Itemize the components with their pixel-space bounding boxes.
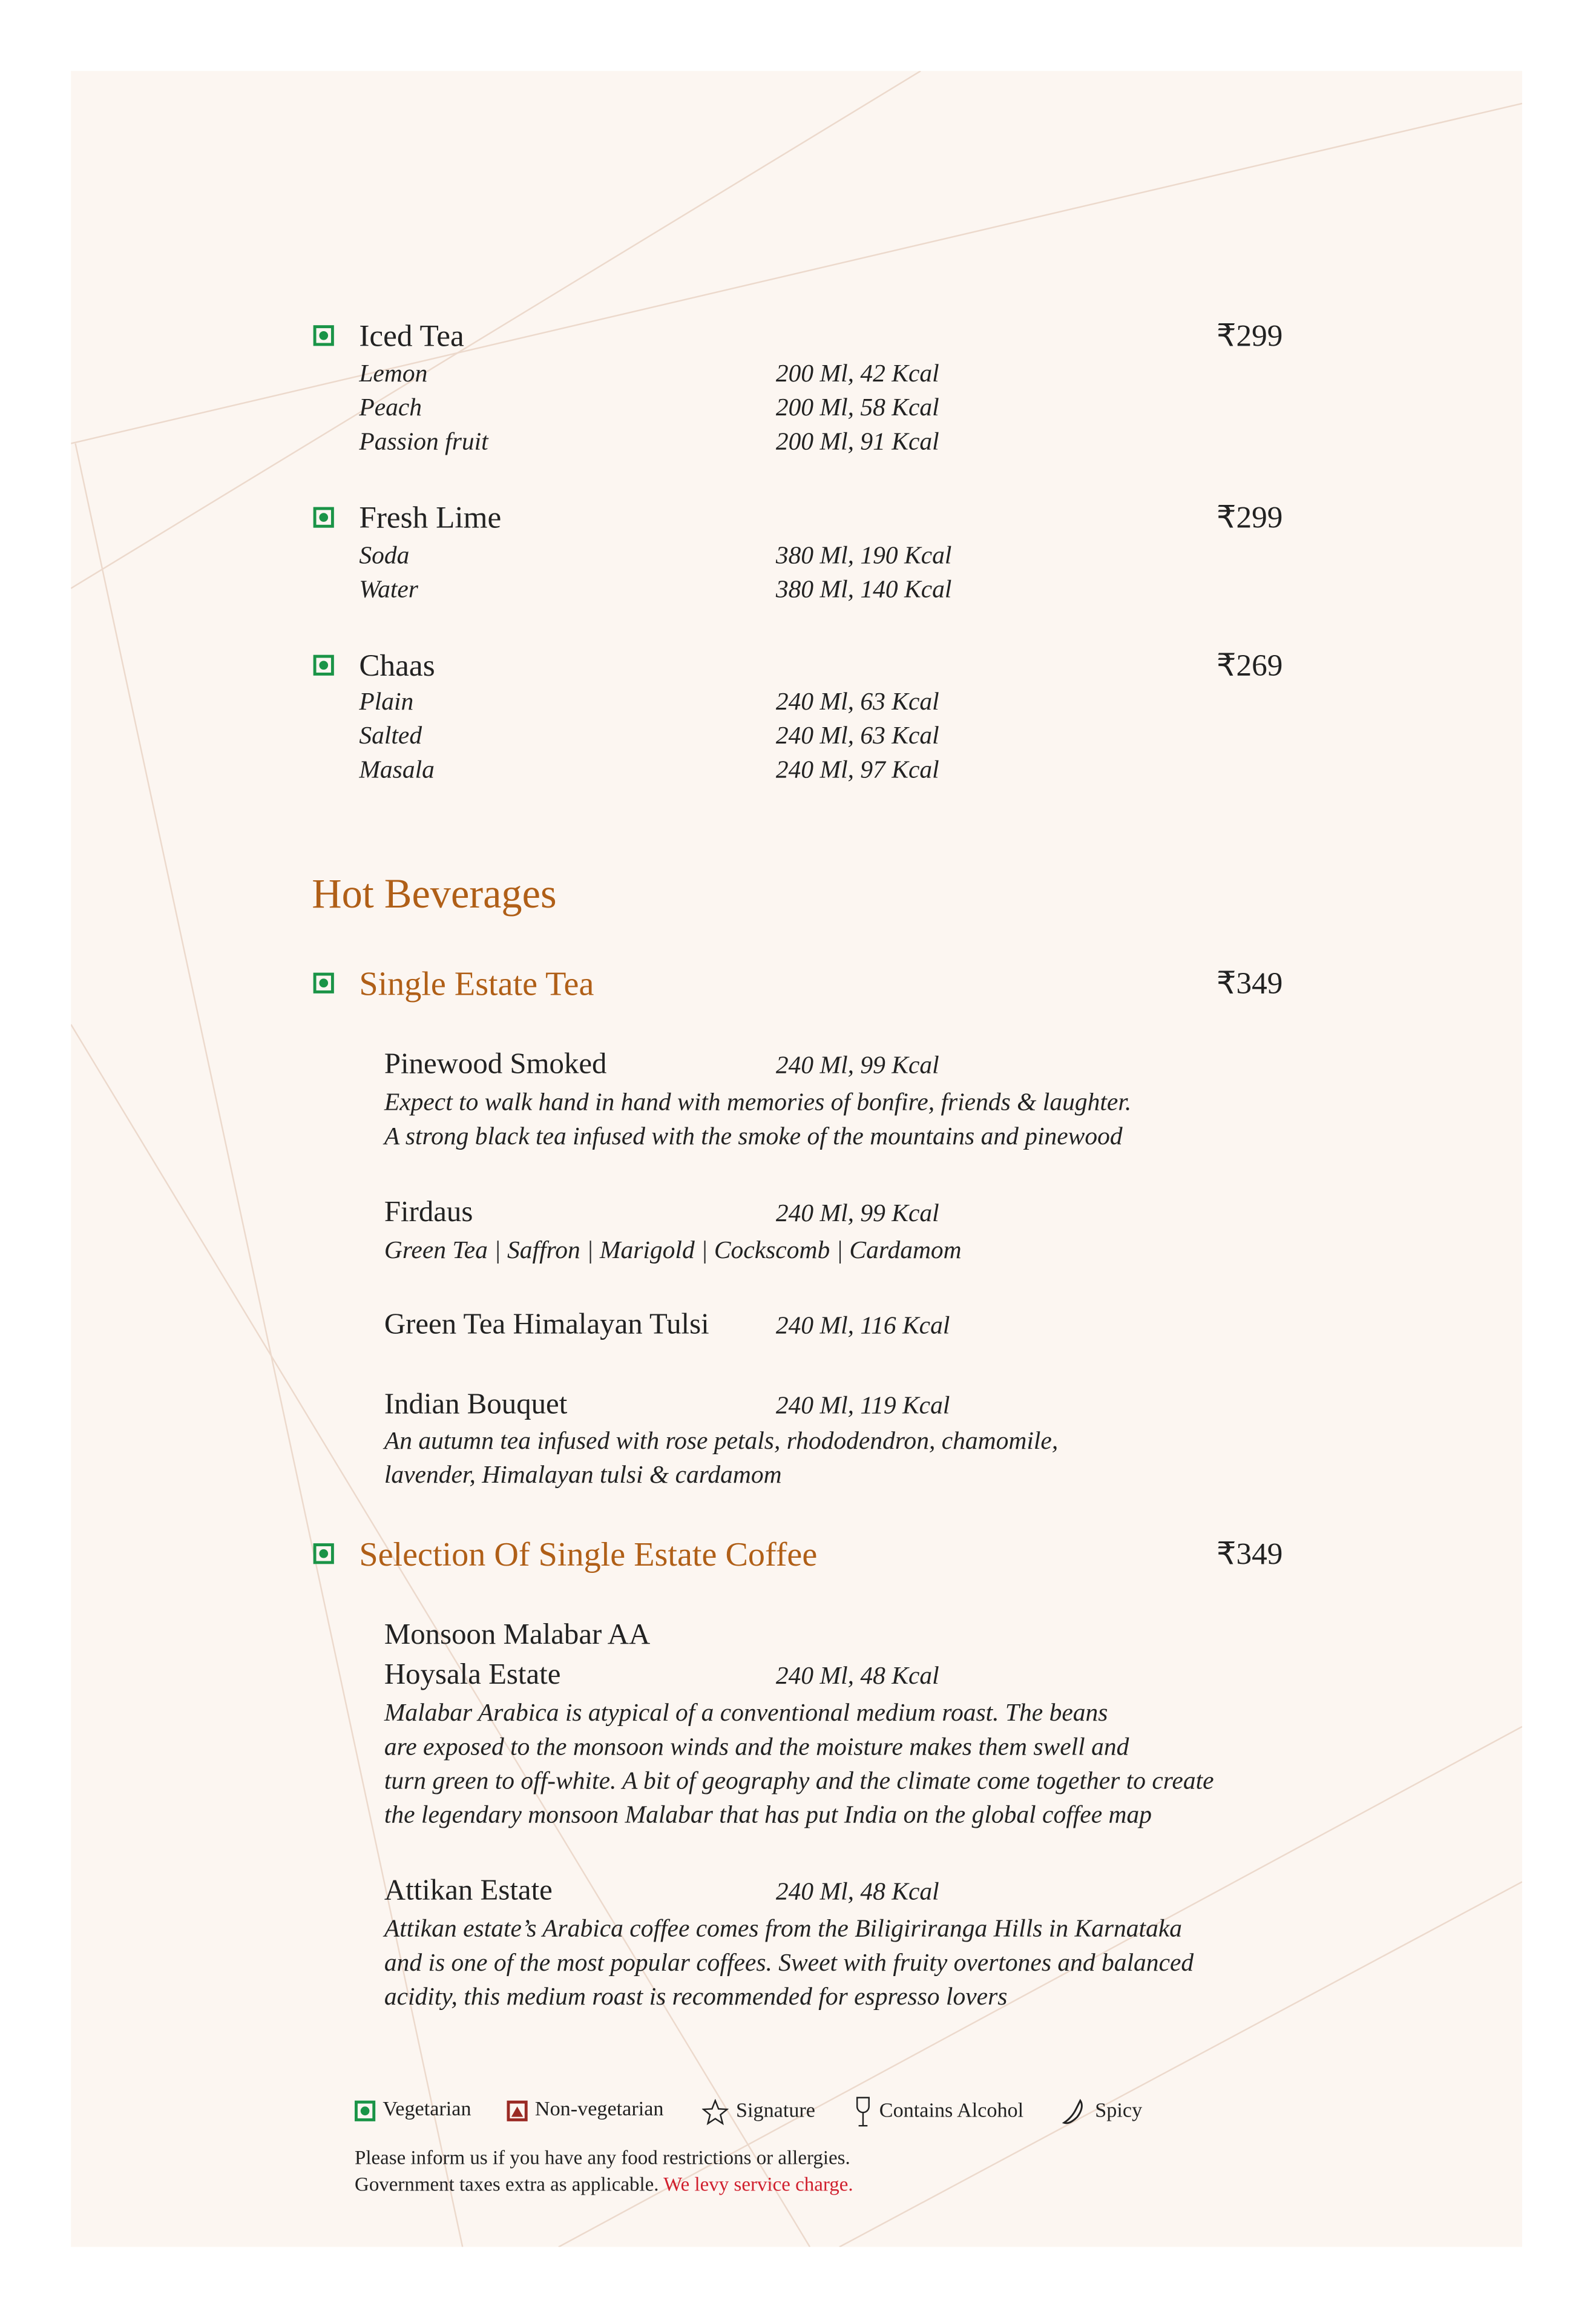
legend-label: Non-vegetarian xyxy=(534,2099,664,2121)
tea-name: Indian Bouquet xyxy=(384,1388,568,1421)
tea-name: Pinewood Smoked xyxy=(384,1048,607,1081)
variant-name: Masala xyxy=(359,755,435,784)
variant-name: Soda xyxy=(359,541,410,570)
variant-info: 200 Ml, 58 Kcal xyxy=(775,393,939,421)
veg-icon xyxy=(314,507,334,528)
item-price: ₹299 xyxy=(1216,499,1283,535)
coffee-description: and is one of the most popular coffees. Sweet with fruity overtones and balanced xyxy=(384,1948,1194,1977)
star-icon xyxy=(702,2099,729,2126)
chili-icon xyxy=(1061,2098,1088,2127)
veg-icon xyxy=(355,2101,375,2121)
item-name: Chaas xyxy=(359,647,435,684)
variant-name: Plain xyxy=(359,687,414,716)
variant-info: 380 Ml, 140 Kcal xyxy=(775,575,952,604)
legend-non-vegetarian xyxy=(507,2101,664,2121)
veg-icon xyxy=(314,655,334,676)
legend-vegetarian xyxy=(355,2101,471,2121)
variant-info: 240 Ml, 63 Kcal xyxy=(775,687,939,716)
legend-signature xyxy=(702,2099,815,2126)
coffee-description: acidity, this medium roast is recommended for espresso lovers xyxy=(384,1982,1008,2011)
tea-info: 240 Ml, 99 Kcal xyxy=(775,1051,939,1079)
coffee-description: Malabar Arabica is atypical of a conventional medium roast. The beans xyxy=(384,1698,1108,1727)
variant-name: Salted xyxy=(359,721,422,750)
veg-icon xyxy=(314,973,334,993)
item-price: ₹349 xyxy=(1216,965,1283,1001)
tea-description: A strong black tea infused with the smoke of the mountains and pinewood xyxy=(384,1122,1123,1150)
tea-description: lavender, Himalayan tulsi & cardamom xyxy=(384,1460,782,1489)
variant-info: 200 Ml, 91 Kcal xyxy=(775,427,939,456)
coffee-description: turn green to off-white. A bit of geography and the climate come together to create xyxy=(384,1766,1214,1795)
coffee-info: 240 Ml, 48 Kcal xyxy=(775,1661,939,1690)
item-name: Fresh Lime xyxy=(359,499,502,535)
variant-info: 200 Ml, 42 Kcal xyxy=(775,359,939,387)
tea-info: 240 Ml, 99 Kcal xyxy=(775,1199,939,1227)
coffee-name: Monsoon Malabar AA xyxy=(384,1618,651,1652)
tea-name: Green Tea Himalayan Tulsi xyxy=(384,1308,709,1341)
item-price: ₹299 xyxy=(1216,317,1283,354)
non-veg-icon xyxy=(507,2101,528,2121)
tea-description: An autumn tea infused with rose petals, rhododendron, chamomile, xyxy=(384,1426,1059,1455)
category-title: Hot Beverages xyxy=(312,872,557,918)
section-title: Selection Of Single Estate Coffee xyxy=(359,1535,818,1573)
variant-info: 240 Ml, 63 Kcal xyxy=(775,721,939,750)
variant-info: 380 Ml, 190 Kcal xyxy=(775,541,952,570)
veg-icon xyxy=(314,1543,334,1564)
veg-icon xyxy=(314,325,334,346)
variant-name: Passion fruit xyxy=(359,427,488,456)
legend-label: Vegetarian xyxy=(383,2099,471,2121)
allergy-notice: Please inform us if you have any food restrictions or allergies. xyxy=(355,2146,850,2169)
service-charge-notice: We levy service charge. xyxy=(663,2173,853,2195)
legend-label: Spicy xyxy=(1095,2100,1143,2123)
legend-alcohol xyxy=(854,2096,1023,2129)
coffee-description: are exposed to the monsoon winds and the moisture makes them swell and xyxy=(384,1732,1129,1761)
variant-name: Lemon xyxy=(359,359,428,387)
variant-info: 240 Ml, 97 Kcal xyxy=(775,755,939,784)
tea-name: Firdaus xyxy=(384,1196,473,1229)
variant-name: Peach xyxy=(359,393,422,421)
item-price: ₹269 xyxy=(1216,647,1283,684)
tea-description: Expect to walk hand in hand with memories of bonfire, friends & laughter. xyxy=(384,1088,1132,1116)
tea-description: Green Tea | Saffron | Marigold | Cockscomb | Cardamom xyxy=(384,1236,962,1264)
item-price: ₹349 xyxy=(1216,1535,1283,1572)
coffee-info: 240 Ml, 48 Kcal xyxy=(775,1877,939,1906)
section-title: Single Estate Tea xyxy=(359,965,594,1003)
coffee-name: Hoysala Estate xyxy=(384,1658,561,1692)
variant-name: Water xyxy=(359,575,419,604)
tea-info: 240 Ml, 119 Kcal xyxy=(775,1391,950,1420)
tax-notice xyxy=(355,2175,853,2195)
tea-info: 240 Ml, 116 Kcal xyxy=(775,1311,950,1340)
wine-glass-icon xyxy=(854,2096,872,2129)
legend-spicy xyxy=(1061,2098,1142,2127)
legend-label: Signature xyxy=(735,2100,815,2123)
coffee-description: Attikan estate’s Arabica coffee comes from the Biligiriranga Hills in Karnataka xyxy=(384,1914,1183,1943)
coffee-description: the legendary monsoon Malabar that has put India on the global coffee map xyxy=(384,1800,1152,1829)
item-name: Iced Tea xyxy=(359,317,464,354)
legend-label: Contains Alcohol xyxy=(879,2100,1024,2123)
coffee-name: Attikan Estate xyxy=(384,1874,553,1907)
tax-text: Government taxes extra as applicable. xyxy=(355,2173,659,2195)
